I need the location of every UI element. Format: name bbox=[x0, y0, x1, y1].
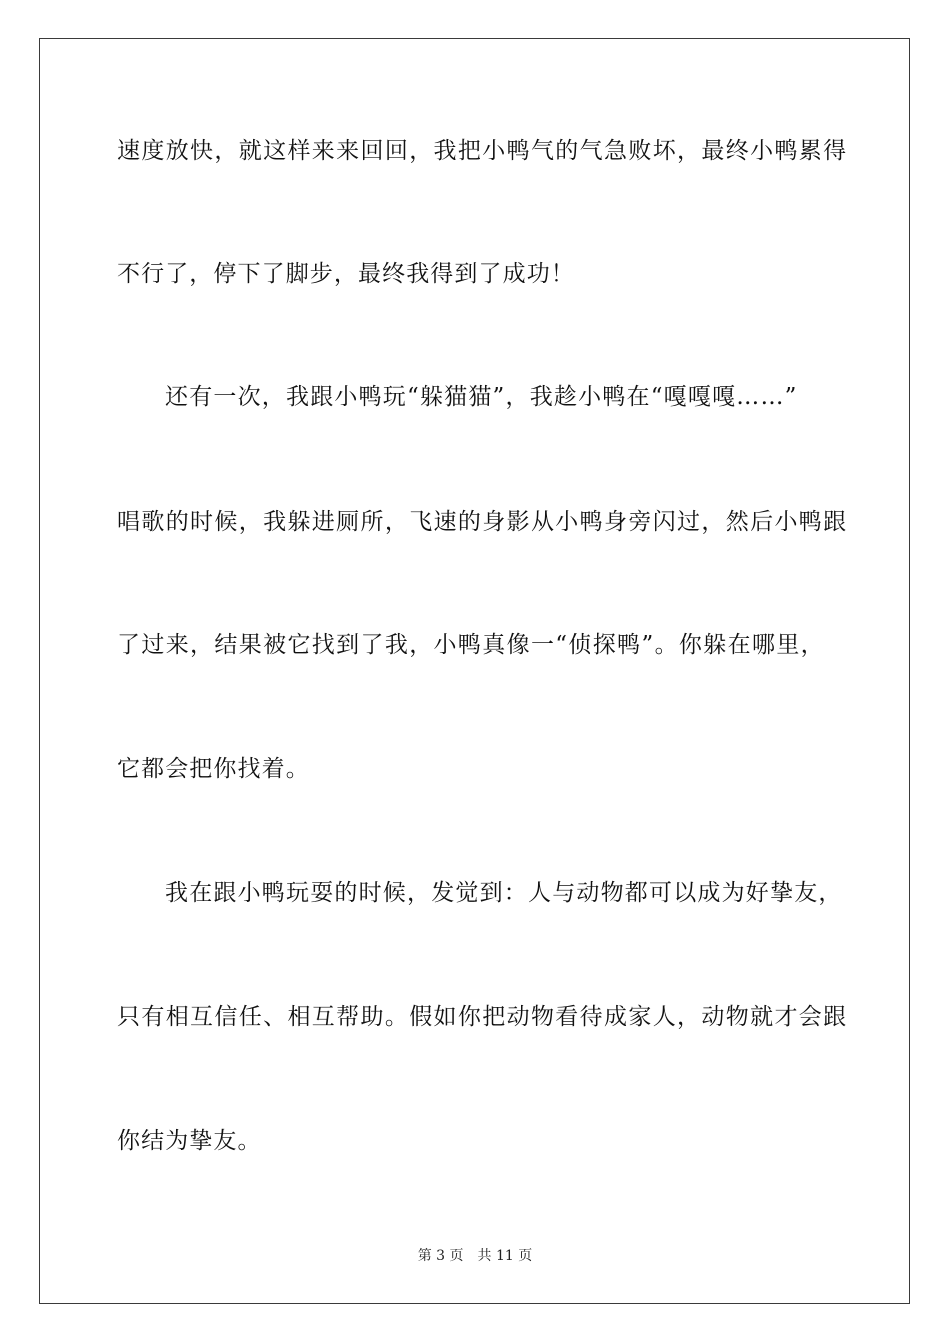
text-line-3: 还有一次，我跟小鸭玩“躲猫猫”，我趁小鸭在“嘎嘎嘎……” bbox=[165, 384, 798, 410]
page-border bbox=[39, 38, 910, 1304]
page-number: 第 3 页 bbox=[417, 1248, 464, 1264]
text-line-4: 唱歌的时候，我躲进厕所，飞速的身影从小鸭身旁闪过，然后小鸭跟 bbox=[117, 509, 848, 535]
text-line-8: 只有相互信任、相互帮助。假如你把动物看待成家人，动物就才会跟 bbox=[117, 1004, 848, 1030]
total-pages: 共 11 页 bbox=[477, 1248, 533, 1264]
text-line-6: 它都会把你找着。 bbox=[117, 756, 310, 782]
text-line-2: 不行了，停下了脚步，最终我得到了成功！ bbox=[117, 261, 575, 287]
page-footer bbox=[0, 1246, 950, 1266]
text-line-5: 了过来，结果被它找到了我，小鸭真像一“侦探鸭”。你躲在哪里， bbox=[117, 632, 826, 658]
text-line-7: 我在跟小鸭玩耍的时候，发觉到：人与动物都可以成为好挚友， bbox=[165, 880, 843, 906]
text-line-9: 你结为挚友。 bbox=[117, 1128, 262, 1154]
text-line-1: 速度放快，就这样来来回回，我把小鸭气的气急败坏，最终小鸭累得 bbox=[117, 138, 848, 164]
